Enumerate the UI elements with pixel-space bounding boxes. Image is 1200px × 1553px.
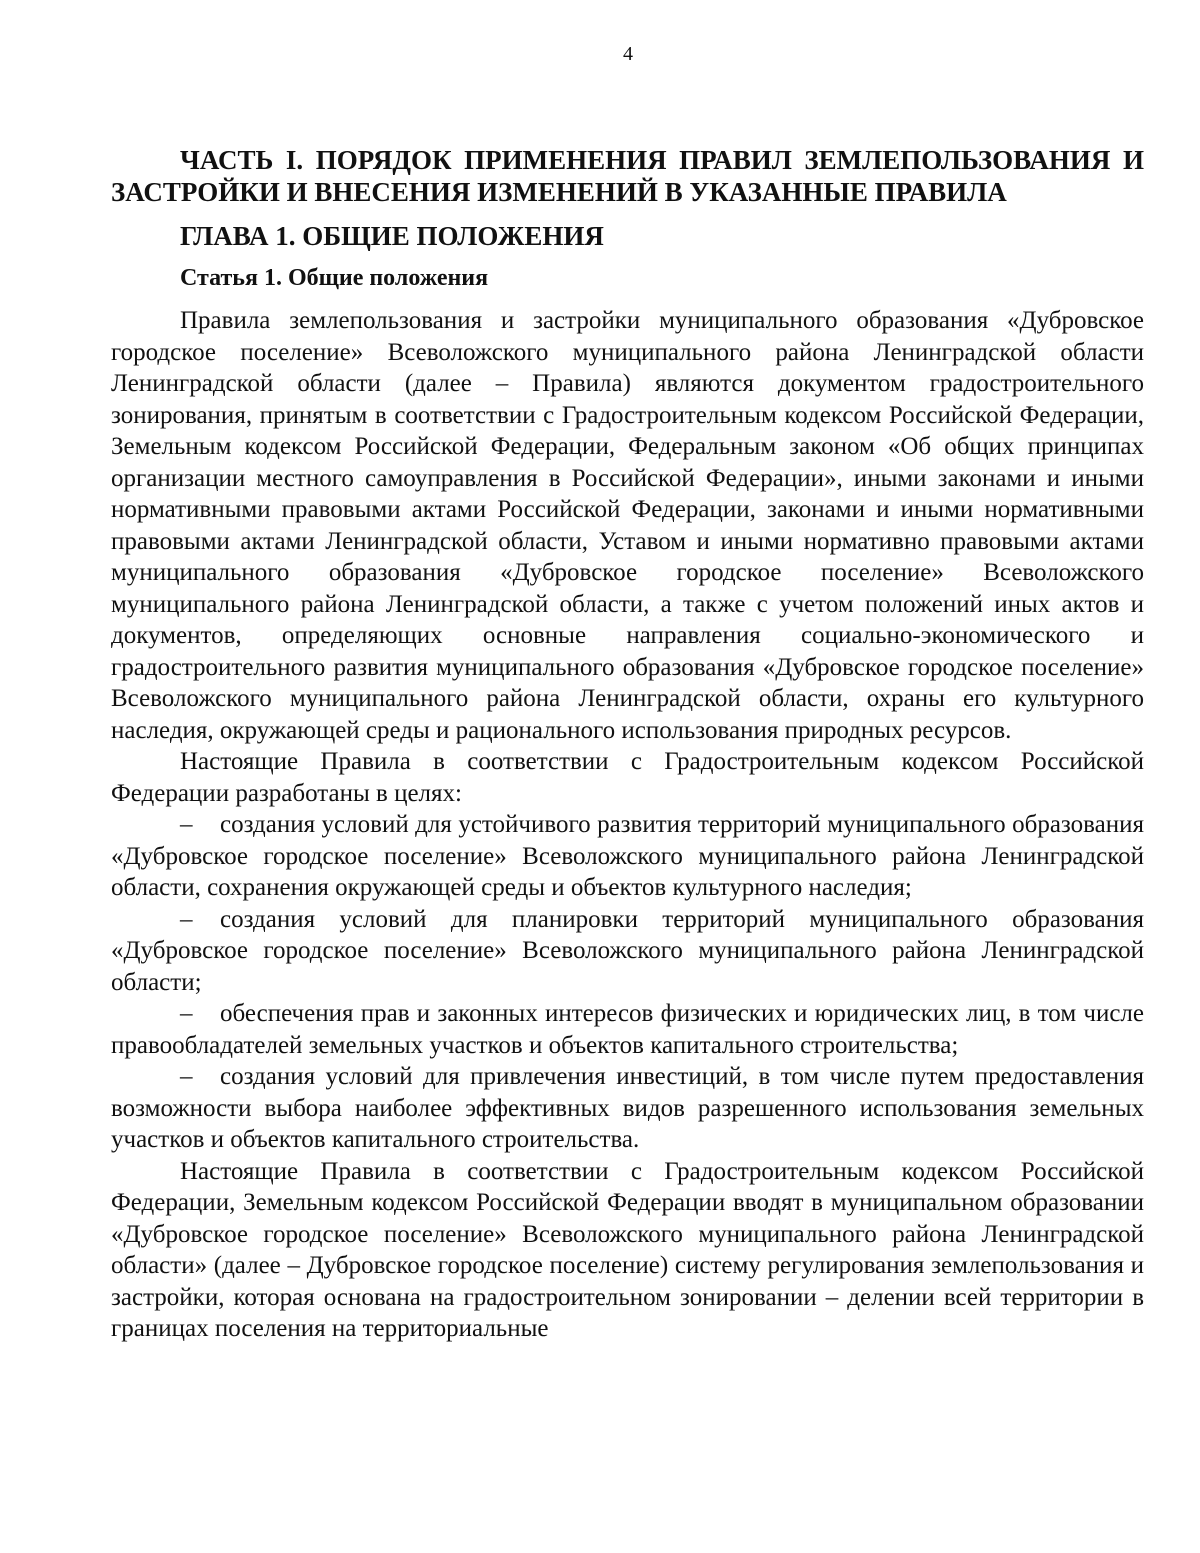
dash-marker: – — [180, 1063, 193, 1090]
page-number: 4 — [623, 43, 633, 65]
dash-marker: – — [180, 811, 193, 838]
list-item — [111, 904, 1144, 999]
paragraph: Настоящие Правила в соответствии с Градостроительным кодексом Российской Федерации разработаны в целях: — [111, 748, 1144, 807]
list-item-text: создания условий для привлечения инвестиций, в том числе путем предоставления возможности выбора наиболее эффективных видов разрешенного использования земельных участков и объектов капитального строительства. — [111, 1063, 1144, 1153]
paragraph: Настоящие Правила в соответствии с Градостроительным кодексом Российской Федерации, Земельным кодексом Российской Федерации вводят в муниципальном образовании «Дубровское городское поселение» Всеволожского муниципального района Ленинградской области» (далее – Дубровское городское поселение) систему регулирования землепользования и застройки, которая основана на градостроительном зонировании – делении всей территории в границах поселения на территориальные — [111, 1157, 1144, 1342]
part-heading: ЧАСТЬ I. ПОРЯДОК ПРИМЕНЕНИЯ ПРАВИЛ ЗЕМЛЕПОЛЬЗОВАНИЯ И ЗАСТРОЙКИ И ВНЕСЕНИЯ ИЗМЕНЕНИЙ В УКАЗАННЫЕ ПРАВИЛА — [111, 145, 1144, 207]
article-heading: Статья 1. Общие положения — [180, 265, 489, 291]
list-item — [111, 809, 1144, 904]
document-body — [111, 144, 1144, 1345]
list-item — [111, 1061, 1144, 1156]
list-item-text: создания условий для планировки территорий муниципального образования «Дубровское городское поселение» Всеволожского муниципального района Ленинградской области; — [111, 905, 1144, 996]
dash-marker: – — [180, 1000, 193, 1027]
paragraph: Правила землепользования и застройки муниципального образования «Дубровское городское поселение» Всеволожского муниципального района Ленинградской области Ленинградской области (далее – Правила) являются документом градостроительного зонирования, принятым в соответствии с Градостроительным кодексом Российской Федерации, Земельным кодексом Российской Федерации, Федеральным законом «Об общих принципах организации местного самоуправления в Российской Федерации», иными законами и иными нормативными правовыми актами Российской Федерации, законами и иными нормативными правовыми актами Ленинградской области, Уставом и иными нормативно правовыми актами муниципального образования «Дубровское городское поселение» Всеволожского муниципального района Ленинградской области, а также с учетом положений иных актов и документов, определяющих основные направления социально-экономического и градостроительного развития муниципального образования «Дубровское городское поселение» Всеволожского муниципального района Ленинградской области, охраны его культурного наследия, окружающей среды и рационального использования природных ресурсов. — [111, 307, 1144, 744]
list-item-text: создания условий для устойчивого развития территорий муниципального образования «Дубровское городское поселение» Всеволожского муниципального района Ленинградской области, сохранения окружающей среды и объектов культурного наследия; — [111, 811, 1144, 901]
dash-marker: – — [180, 905, 193, 933]
list-item-text: обеспечения прав и законных интересов физических и юридических лиц, в том числе правообладателей земельных участков и объектов капитального строительства; — [111, 1000, 1144, 1059]
goals-list — [111, 809, 1144, 1156]
list-item — [111, 998, 1144, 1061]
chapter-heading: ГЛАВА 1. ОБЩИЕ ПОЛОЖЕНИЯ — [180, 221, 604, 251]
